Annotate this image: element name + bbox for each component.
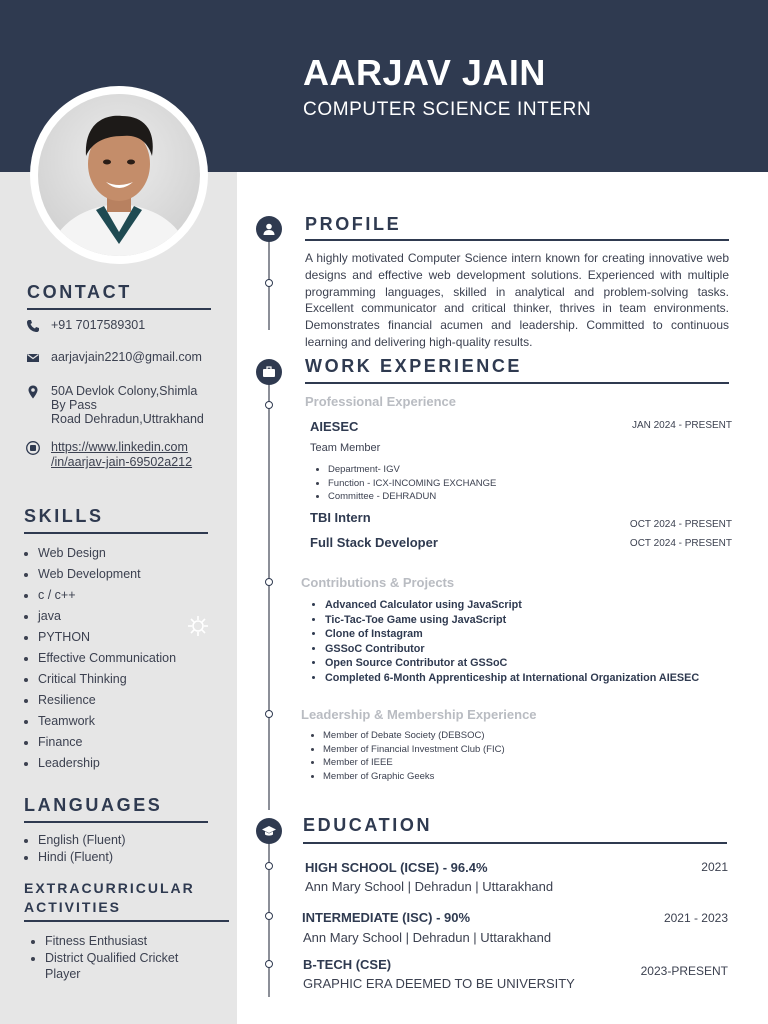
timeline-node <box>265 710 273 718</box>
skill-item: • Web Development <box>38 564 176 585</box>
job-detail-item: • Committee - DEHRADUN <box>328 490 496 504</box>
activity-item: Player <box>45 967 81 981</box>
timeline-node <box>265 279 273 287</box>
contact-email <box>26 350 202 365</box>
skill-item: • c / c++ <box>38 585 176 606</box>
professional-experience-heading: Professional Experience <box>305 394 457 409</box>
skill-item: • Web Design <box>38 543 176 564</box>
email-address[interactable]: aarjavjain2210@gmail.com <box>51 350 202 364</box>
extracurricular-heading <box>24 879 195 917</box>
timeline-node <box>265 401 273 409</box>
linkedin-link[interactable]: https://www.linkedin.com <box>51 440 188 454</box>
job-details <box>312 463 496 504</box>
job-org: AIESEC <box>310 419 359 434</box>
graduation-cap-icon <box>261 824 277 838</box>
leadership-heading: Leadership & Membership Experience <box>301 707 537 722</box>
membership-item: • Member of IEEE <box>323 756 505 770</box>
skill-item: • Critical Thinking <box>38 669 176 690</box>
education-school: Ann Mary School | Dehradun | Uttarakhand <box>305 879 554 894</box>
activity-item: • Fitness Enthusiast <box>45 933 178 950</box>
projects-list <box>309 598 699 685</box>
education-year: 2021 - 2023 <box>663 911 728 925</box>
contact-linkedin <box>26 440 192 470</box>
skill-item: • Finance <box>38 732 176 753</box>
briefcase-icon <box>262 365 276 379</box>
education-title: B-TECH (CSE) <box>303 957 392 972</box>
contact-address <box>26 384 204 426</box>
user-icon <box>262 222 276 236</box>
address-line: 50A Devlok Colony,Shimla <box>51 384 198 398</box>
skills-list <box>22 543 176 774</box>
education-title: INTERMEDIATE (ISC) - 90% <box>302 910 471 925</box>
skill-item: • Resilience <box>38 690 176 711</box>
skill-item: • PYTHON <box>38 627 176 648</box>
contact-heading: CONTACT <box>27 282 132 302</box>
profile-photo <box>38 94 200 256</box>
education-divider <box>303 842 727 844</box>
address-line: Road Dehradun,Uttrakhand <box>51 412 204 426</box>
skill-item: • java <box>38 606 176 627</box>
phone-number[interactable]: +91 7017589301 <box>51 318 146 332</box>
linkedin-icon <box>26 441 40 455</box>
contact-phone <box>26 318 145 333</box>
project-item: • Completed 6-Month Apprenticeship at International Organization AIESEC <box>325 671 699 686</box>
education-year: 2021 <box>701 860 728 874</box>
education-section-icon <box>256 818 282 844</box>
activity-item: • District Qualified Cricket <box>45 950 178 967</box>
languages-divider <box>24 821 208 823</box>
skill-item: • Leadership <box>38 753 176 774</box>
timeline-node <box>265 960 273 968</box>
location-pin-icon <box>26 385 40 399</box>
timeline-node <box>265 862 273 870</box>
extracurricular-divider <box>24 920 229 922</box>
languages-heading: LANGUAGES <box>24 795 163 815</box>
skill-item: • Teamwork <box>38 711 176 732</box>
profile-heading: PROFILE <box>305 214 402 234</box>
skills-heading: SKILLS <box>24 506 104 526</box>
job-date: JAN 2024 - PRESENT <box>631 420 732 431</box>
profile-section-icon <box>256 216 282 242</box>
project-item: • Open Source Contributor at GSSoC <box>325 656 699 671</box>
education-heading: EDUCATION <box>303 815 433 835</box>
education-school: GRAPHIC ERA DEEMED TO BE UNIVERSITY <box>303 976 575 991</box>
languages-list <box>22 832 126 866</box>
project-item: • Tic-Tac-Toe Game using JavaScript <box>325 613 699 628</box>
language-item: • Hindi (Fluent) <box>38 849 126 866</box>
skills-divider <box>24 532 208 534</box>
project-item: • GSSoC Contributor <box>325 642 699 657</box>
timeline-line <box>268 370 270 810</box>
work-section-icon <box>256 359 282 385</box>
education-title: HIGH SCHOOL (ICSE) - 96.4% <box>305 860 488 875</box>
timeline-node <box>265 578 273 586</box>
project-item: • Clone of Instagram <box>325 627 699 642</box>
project-item: • Advanced Calculator using JavaScript <box>325 598 699 613</box>
extracurricular-heading-line: EXTRACURRICULAR <box>24 880 195 896</box>
work-heading: WORK EXPERIENCE <box>305 356 523 376</box>
candidate-title: COMPUTER SCIENCE INTERN <box>303 99 592 120</box>
education-year: 2023-PRESENT <box>640 964 728 978</box>
phone-icon <box>26 319 40 333</box>
extracurricular-heading-line: ACTIVITIES <box>24 899 122 915</box>
memberships-list <box>307 729 505 783</box>
address-line: By Pass <box>51 398 97 412</box>
candidate-name: AARJAV JAIN <box>303 52 546 93</box>
email-icon <box>26 351 40 365</box>
language-item: • English (Fluent) <box>38 832 126 849</box>
job-detail-item: • Department- IGV <box>328 463 496 477</box>
membership-item: • Member of Debate Society (DEBSOC) <box>323 729 505 743</box>
profile-divider <box>305 239 729 241</box>
job-date: OCT 2024 - PRESENT <box>629 538 732 549</box>
job-org: Full Stack Developer <box>310 535 438 550</box>
job-org: TBI Intern <box>310 510 371 525</box>
job-role: Team Member <box>310 442 381 454</box>
skill-item: • Effective Communication <box>38 648 176 669</box>
sparkle-icon <box>186 614 210 638</box>
job-date: OCT 2024 - PRESENT <box>629 519 732 530</box>
profile-summary: A highly motivated Computer Science intern known for creating innovative web designs and effective web development solutions. Experienced with multiple programming languages, skilled in analytical and problem-solving tasks. Excellent communicator and critical thinker, thrives in team environments. Demonstrates financial acumen and leadership. Committed to continuous learning and delivering high-quality results. <box>305 251 729 349</box>
work-divider <box>305 382 729 384</box>
linkedin-link[interactable]: /in/aarjav-jain-69502a212 <box>51 455 193 469</box>
timeline-node <box>265 912 273 920</box>
education-school: Ann Mary School | Dehradun | Uttarakhand <box>303 930 552 945</box>
membership-item: • Member of Graphic Geeks <box>323 770 505 784</box>
contact-divider <box>27 308 211 310</box>
membership-item: • Member of Financial Investment Club (FIC) <box>323 743 505 757</box>
job-detail-item: • Function - ICX-INCOMING EXCHANGE <box>328 477 496 491</box>
projects-heading: Contributions & Projects <box>301 575 455 590</box>
extracurricular-list <box>29 933 178 983</box>
